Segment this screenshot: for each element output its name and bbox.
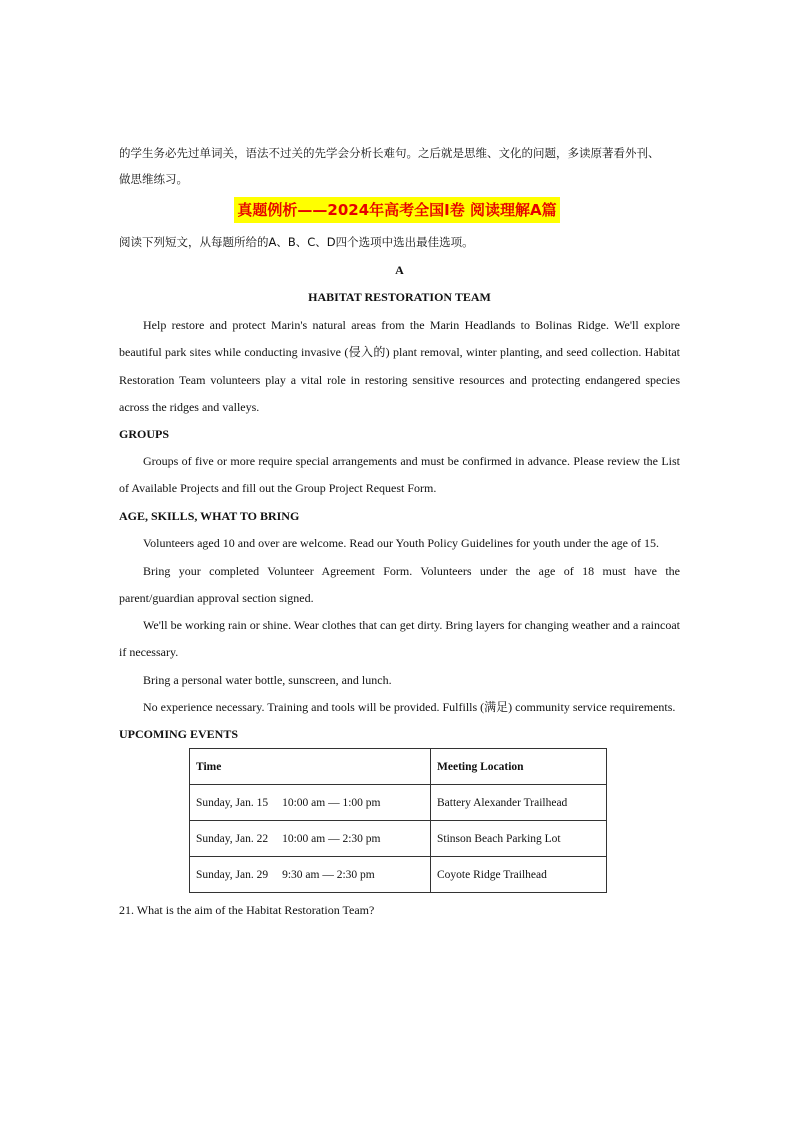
event-time: 9:30 am — 2:30 pm — [282, 868, 375, 881]
passage-letter: A — [395, 263, 404, 277]
event-location: Coyote Ridge Trailhead — [431, 857, 607, 893]
groups-heading: GROUPS — [119, 427, 170, 441]
table-row — [190, 821, 607, 857]
event-time: 10:00 am — 1:00 pm — [282, 796, 381, 809]
event-location: Stinson Beach Parking Lot — [431, 821, 607, 857]
passage-title: HABITAT RESTORATION TEAM — [308, 290, 491, 304]
table-row — [190, 785, 607, 821]
event-time-cell — [190, 821, 431, 857]
section-title: 真题例析——2024年高考全国I卷 阅读理解A篇 — [234, 197, 559, 223]
age-heading: AGE, SKILLS, WHAT TO BRING — [119, 509, 300, 523]
event-time-cell — [190, 857, 431, 893]
intro-line-2: 做思维练习。 — [119, 172, 188, 186]
header-location: Meeting Location — [431, 749, 607, 785]
event-date: Sunday, Jan. 22 — [196, 832, 269, 845]
age-paragraph-1: Volunteers aged 10 and over are welcome. Read our Youth Policy Guidelines for youth under the age of 15. — [143, 536, 659, 550]
event-time: 10:00 am — 2:30 pm — [282, 832, 381, 845]
event-date: Sunday, Jan. 29 — [196, 868, 269, 881]
question-21: 21. What is the aim of the Habitat Restoration Team? — [119, 903, 375, 917]
age-paragraph-3: We'll be working rain or shine. Wear clothes that can get dirty. Bring layers for changing weather and a raincoat if necessary. — [119, 618, 680, 660]
event-time-cell — [190, 785, 431, 821]
age-paragraph-2: Bring your completed Volunteer Agreement Form. Volunteers under the age of 18 must have the parent/guardian approval section signed. — [119, 564, 680, 606]
header-time: Time — [190, 749, 431, 785]
section-title-wrap — [0, 197, 794, 223]
events-heading: UPCOMING EVENTS — [119, 727, 239, 741]
groups-text: Groups of five or more require special arrangements and must be confirmed in advance. Please review the List of Available Projects and fill out the Group Project Request Form. — [119, 454, 680, 496]
paragraph-intro: Help restore and protect Marin's natural areas from the Marin Headlands to Bolinas Ridge. We'll explore beautiful park sites while conducting invasive (侵入的) plant removal, winter planting, and seed collection. Habitat Restoration Team volunteers play a vital role in restoring sensitive resources and protecting endangered species across the ridges and valleys. — [119, 318, 680, 414]
events-table — [189, 748, 607, 893]
intro-line-1: 的学生务必先过单词关，语法不过关的先学会分析长难句。之后就是思维、文化的问题，多读原著看外刊、 — [119, 146, 660, 160]
event-date: Sunday, Jan. 15 — [196, 796, 269, 809]
instructions: 阅读下列短文，从每题所给的A、B、C、D四个选项中选出最佳选项。 — [119, 235, 474, 249]
age-paragraph-4: Bring a personal water bottle, sunscreen, and lunch. — [143, 673, 392, 687]
table-row — [190, 857, 607, 893]
age-paragraph-5: No experience necessary. Training and tools will be provided. Fulfills (满足) community service requirements. — [143, 700, 676, 714]
table-header-row — [190, 749, 607, 785]
event-location: Battery Alexander Trailhead — [431, 785, 607, 821]
